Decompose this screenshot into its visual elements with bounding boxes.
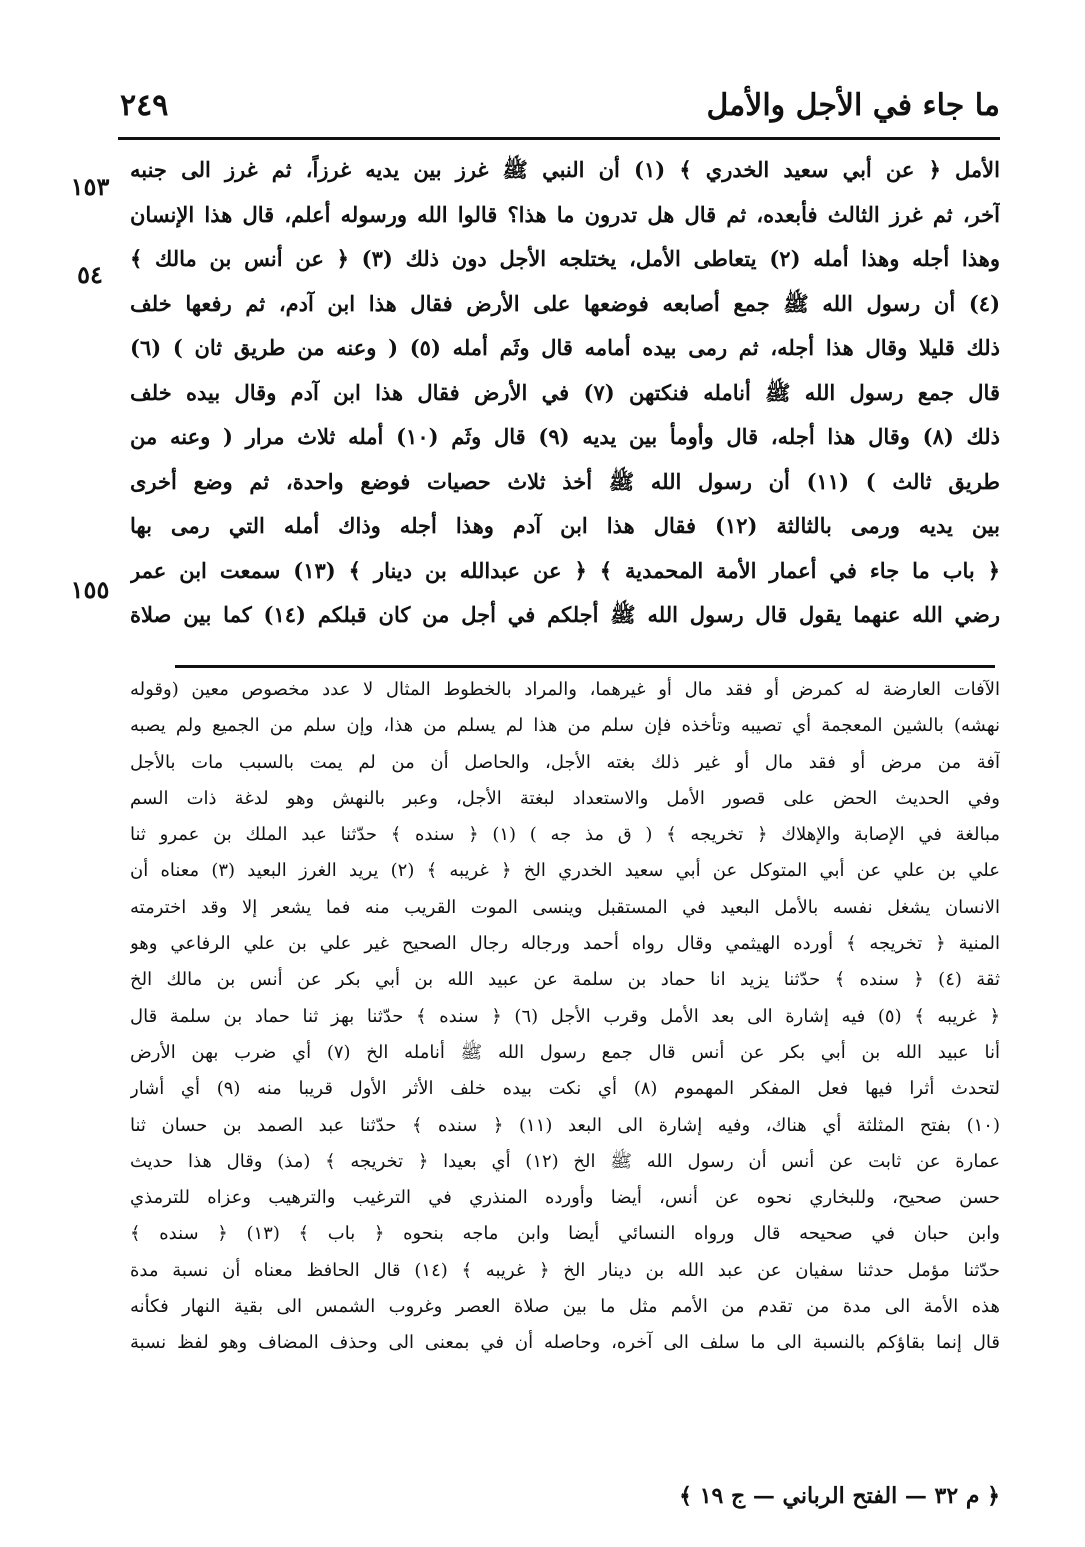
note-line: ثقة (٤) ﴿ سنده ﴾ حدّثنا يزيد انا حماد بن سلمة عن عبيد الله بن أبي بكر عن أنس بن مالك الخ bbox=[130, 969, 1000, 991]
text-line: بين يديه ورمى بالثالثة (١٢) فقال هذا ابن آدم وهذا أجله وذاك أمله التي رمى بها bbox=[130, 513, 1000, 538]
header-rule bbox=[118, 137, 1000, 140]
chapter-title: ما جاء في الأجل والأمل bbox=[706, 87, 1000, 123]
hadith-number: ١٥٣ bbox=[70, 172, 110, 201]
text-line: ﴿ باب ما جاء في أعمار الأمة المحمدية ﴾ ﴿ عن عبدالله بن دينار ﴾ (١٣) سمعت ابن عمر bbox=[130, 557, 1000, 583]
text-line: ذلك قليلا وقال هذا أجله، ثم رمى بيده أمامه قال وثَم أمله (٥) ( وعنه من طريق ثان ) (٦) bbox=[130, 335, 1000, 360]
main-text bbox=[130, 148, 1000, 638]
footnotes bbox=[130, 672, 1000, 1362]
text-line: آخر، ثم غرز الثالث فأبعده، ثم قال هل تدرون ما هذا؟ قالوا الله ورسوله أعلم، قال هذا الإنسان bbox=[130, 201, 1000, 227]
running-header bbox=[120, 80, 1000, 130]
note-line: وفي الحديث الحض على قصور الأمل والاستعداد لبغتة الأجل، وعبر بالنهش وهو لدغة ذات السم bbox=[130, 787, 1000, 809]
note-line: عمارة عن ثابت عن أنس أن رسول الله ﷺ الخ (١٢) أي بعيدا ﴿ تخريجه ﴾ (مذ) وقال هذا حديث bbox=[130, 1150, 1000, 1172]
text-line: قال جمع رسول الله ﷺ أنامله فنكتهن (٧) في الأرض فقال هذا ابن آدم وقال بيده خلف bbox=[130, 379, 1000, 405]
note-line: ﴿ غريبه ﴾ (٥) فيه إشارة الى بعد الأمل وقرب الأجل (٦) ﴿ سنده ﴾ حدّثنا بهز ثنا حماد بن سلمة قال bbox=[130, 1005, 1000, 1027]
note-line: حسن صحيح، وللبخاري نحوه عن أنس، أيضا وأورده المنذري في الترغيب والترهيب وعزاه للترمذي bbox=[130, 1187, 1000, 1209]
note-line: حدّثنا مؤمل حدثنا سفيان عن عبد الله بن دينار الخ ﴿ غريبه ﴾ (١٤) قال الحافظ معناه أن نسبة مدة bbox=[130, 1259, 1000, 1281]
page-number: ٢٤٩ bbox=[120, 87, 169, 123]
note-line: نهشه) بالشين المعجمة أي تصيبه وتأخذه فإن سلم من هذا لم يسلم من هذا، وإن سلم من الجميع ولم يصبه bbox=[130, 715, 1000, 737]
hadith-number: ٥٤ bbox=[77, 260, 103, 289]
hadith-number: ١٥٥ bbox=[70, 575, 110, 604]
text-line: ذلك (٨) وقال هذا أجله، قال وأومأ بين يديه (٩) قال وثَم (١٠) أمله ثلاث مرار ( وعنه من bbox=[130, 424, 1000, 449]
footnote-rule bbox=[175, 665, 995, 668]
text-line: (٤) أن رسول الله ﷺ جمع أصابعه فوضعها على الأرض فقال هذا ابن آدم، ثم رفعها خلف bbox=[130, 290, 1000, 316]
text-line: طريق ثالث ) (١١) أن رسول الله ﷺ أخذ ثلاث حصيات فوضع واحدة، ثم وضع أخرى bbox=[130, 468, 1000, 494]
note-line: الانسان يشغل نفسه بالأمل البعيد في المستقبل وينسى الموت القريب منه فما يشعر إلا وقد اخترمته bbox=[130, 896, 1000, 918]
note-line: مبالغة في الإصابة والإهلاك ﴿ تخريجه ﴾ ( ق مذ جه ) (١) ﴿ سنده ﴾ حدّثنا عبد الملك بن عمرو ثنا bbox=[130, 824, 1000, 846]
note-line: لتحدث أثرا فيها فعل المفكر المهموم (٨) أي نكت بيده خلف الأثر الأول قريبا منه (٩) أي أشار bbox=[130, 1078, 1000, 1100]
note-line: أنا عبيد الله بن أبي بكر عن أنس قال جمع رسول الله ﷺ أنامله الخ (٧) أي ضرب بهن الأرض bbox=[130, 1041, 1000, 1063]
note-line: الآفات العارضة له كمرض أو فقد مال أو غيرهما، والمراد بالخطوط المثال لا عدد مخصوص معين (وقوله bbox=[130, 679, 1000, 700]
note-line: قال إنما بقاؤكم بالنسبة الى ما سلف الى آخره، وحاصله أن في بمعنى الى وحذف المضاف وهو لفظ نسبة bbox=[130, 1332, 1000, 1354]
text-line: رضي الله عنهما يقول قال رسول الله ﷺ أجلكم في أجل من كان قبلكم (١٤) كما بين صلاة bbox=[130, 602, 1000, 627]
text-line: وهذا أجله وهذا أمله (٢) يتعاطى الأمل، يختلجه الأجل دون ذلك (٣) ﴿ عن أنس بن مالك ﴾ bbox=[130, 246, 1000, 271]
signature-footer: ﴿ م ٣٢ — الفتح الرباني — ج ١٩ ﴾ bbox=[679, 1483, 1000, 1509]
note-line: آفة من مرض أو فقد مال أو غير ذلك بغته الأجل، والحاصل أن من لم يمت بالسبب مات بالأجل bbox=[130, 751, 1000, 773]
note-line: المنية ﴿ تخريجه ﴾ أورده الهيثمي وقال رواه أحمد ورجاله رجال الصحيح غير علي بن علي الرفاعي وهو bbox=[130, 933, 1000, 955]
note-line: علي بن علي عن أبي المتوكل عن أبي سعيد الخدري الخ ﴿ غريبه ﴾ (٢) يريد الغرز البعيد (٣) معناه أن bbox=[130, 860, 1000, 882]
note-line: (١٠) بفتح المثلثة أي هناك، وفيه إشارة الى البعد (١١) ﴿ سنده ﴾ حدّثنا عبد الصمد بن حسان ثنا bbox=[130, 1114, 1000, 1136]
note-line: وابن حبان في صحيحه قال ورواه النسائي أيضا وابن ماجه بنحوه ﴿ باب ﴾ (١٣) ﴿ سنده ﴾ bbox=[130, 1223, 1000, 1245]
note-line: هذه الأمة الى مدة من تقدم من الأمم مثل ما بين صلاة العصر وغروب الشمس الى بقية النهار فكأنه bbox=[130, 1296, 1000, 1318]
text-line: الأمل ﴿ عن أبي سعيد الخدري ﴾ (١) أن النبي ﷺ غرز بين يديه غرزاً، ثم غرز الى جنبه bbox=[130, 157, 1000, 182]
